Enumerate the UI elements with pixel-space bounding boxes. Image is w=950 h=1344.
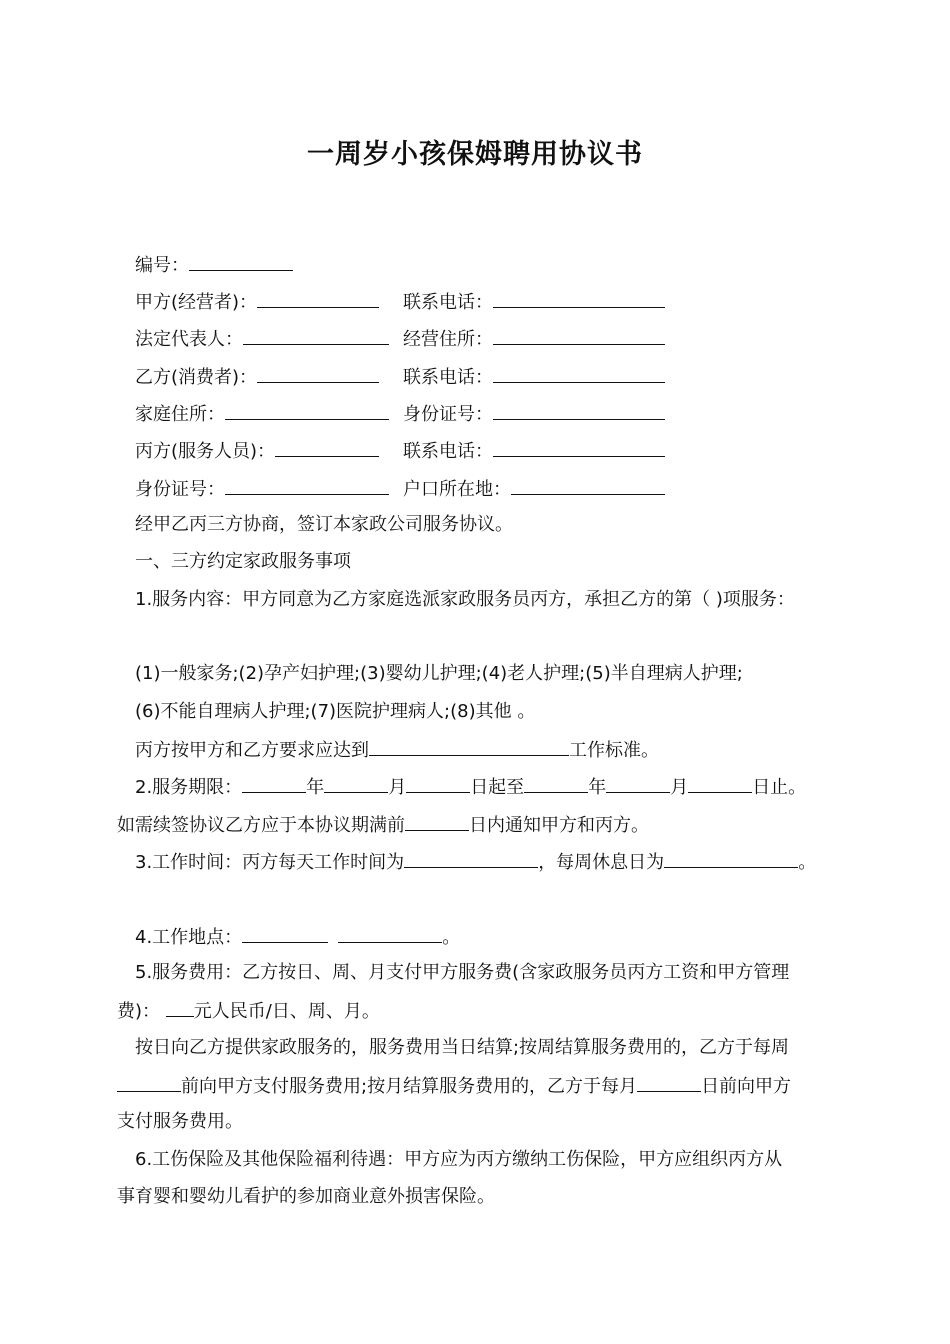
work-standard-post: 工作标准。 [569,740,659,761]
id-label-1: 身份证号： [403,404,493,425]
service-options-line-2: (6)不能自理病人护理;(7)医院护理病人;(8)其他 。 [135,701,536,722]
daily-hours-blank[interactable] [404,849,538,868]
location-blank-2[interactable] [338,924,442,943]
item-6-insurance-line-1: 6.工伤保险及其他保险福利待遇：甲方应为丙方缴纳工伤保险，甲方应组织丙方从 [135,1149,783,1170]
household-label: 户口所在地： [403,479,511,500]
work-standard-pre: 丙方按甲方和乙方要求应达到 [135,740,369,761]
start-month-blank[interactable] [324,774,388,793]
party-b-blank[interactable] [257,364,379,383]
renewal-pre: 如需续签协议乙方应于本协议期满前 [117,815,405,836]
phone-blank-2[interactable] [493,364,665,383]
id-blank-1[interactable] [493,401,665,420]
home-address-label: 家庭住所： [135,404,225,425]
number-label: 编号： [135,255,189,276]
fee-line-2-end: 日前向甲方 [701,1076,792,1097]
household-blank[interactable] [511,476,665,495]
item-5-service-fee-line-2 [117,998,380,1024]
item-3-end: 。 [798,852,817,873]
document-title: 一周岁小孩保姆聘用协议书 [307,139,643,170]
monthly-day-blank[interactable] [637,1073,701,1092]
phone-blank-1[interactable] [493,289,665,308]
party-b-label: 乙方(消费者)： [135,367,258,388]
id-field-2 [135,476,389,502]
item-5-line-2-pre: 费)： [117,1001,166,1022]
id-label-2: 身份证号： [135,479,225,500]
start-day-blank[interactable] [406,774,470,793]
number-field [135,252,293,278]
party-b-field [135,364,379,390]
day-from-label: 日起至 [470,777,525,798]
item-6-insurance-line-2: 事育婴和婴幼儿看护的参加商业意外损害保险。 [117,1186,495,1207]
phone-label-1: 联系电话： [403,292,493,313]
work-standard-line [135,737,659,763]
fee-settlement-line-3: 支付服务费用。 [117,1111,243,1132]
phone-field-1 [403,289,665,315]
item-3-mid: ，每周休息日为 [538,852,665,873]
weekly-day-blank[interactable] [117,1073,181,1092]
item-4-work-location [135,924,460,950]
end-year-blank[interactable] [524,774,588,793]
phone-field-3 [403,438,665,464]
month-label-2: 月 [670,777,689,798]
item-2-service-period [135,774,806,800]
location-blank-1[interactable] [242,924,328,943]
legal-rep-blank[interactable] [243,326,389,345]
year-label-1: 年 [306,777,325,798]
intro-paragraph: 经甲乙丙三方协商，签订本家政公司服务协议。 [135,514,513,535]
party-a-field [135,289,379,315]
party-c-label: 丙方(服务人员)： [135,441,276,462]
year-label-2: 年 [588,777,607,798]
day-end-label: 日止。 [752,777,807,798]
item-5-service-fee-line-1: 5.服务费用：乙方按日、周、月支付甲方服务费(含家政服务员丙方工资和甲方管理 [135,962,790,983]
item-3-pre: 3.工作时间：丙方每天工作时间为 [135,852,405,873]
id-field-1 [403,401,665,427]
fee-line-2-mid: 前向甲方支付服务费用;按月结算服务费用的，乙方于每月 [181,1076,638,1097]
party-a-blank[interactable] [257,289,379,308]
party-a-label: 甲方(经营者)： [135,292,258,313]
legal-rep-label: 法定代表人： [135,329,243,350]
service-options-line-1: (1)一般家务;(2)孕产妇护理;(3)婴幼儿护理;(4)老人护理;(5)半自理病人护理; [135,663,743,684]
rest-day-blank[interactable] [664,849,798,868]
party-c-blank[interactable] [275,438,379,457]
item-4-pre: 4.工作地点： [135,927,243,948]
phone-label-3: 联系电话： [403,441,493,462]
renewal-line [117,812,649,838]
item-2-label: 2.服务期限： [135,777,243,798]
household-field [403,476,665,502]
renewal-post: 日内通知甲方和丙方。 [469,815,649,836]
month-label-1: 月 [388,777,407,798]
business-address-field [403,326,665,352]
business-address-label: 经营住所： [403,329,493,350]
home-address-field [135,401,389,427]
id-blank-2[interactable] [225,476,389,495]
fee-settlement-line-2 [117,1073,791,1099]
renewal-days-blank[interactable] [405,812,469,831]
item-1-service-content: 1.服务内容：甲方同意为乙方家庭选派家政服务员丙方，承担乙方的第（ )项服务： [135,589,795,610]
item-5-line-2-post: 元人民币/日、周、月。 [193,1001,380,1022]
start-year-blank[interactable] [242,774,306,793]
item-4-end: 。 [442,927,461,948]
work-standard-blank[interactable] [369,737,569,756]
section-1-heading: 一、三方约定家政服务事项 [135,551,351,572]
legal-rep-field [135,326,389,352]
phone-label-2: 联系电话： [403,367,493,388]
party-c-field [135,438,379,464]
phone-blank-3[interactable] [493,438,665,457]
home-address-blank[interactable] [225,401,389,420]
end-month-blank[interactable] [606,774,670,793]
phone-field-2 [403,364,665,390]
number-blank[interactable] [189,252,293,271]
business-address-blank[interactable] [493,326,665,345]
item-3-work-time [135,849,816,875]
fee-amount-blank[interactable] [166,998,194,1017]
end-day-blank[interactable] [688,774,752,793]
fee-settlement-line-1: 按日向乙方提供家政服务的，服务费用当日结算;按周结算服务费用的，乙方于每周 [135,1037,790,1058]
